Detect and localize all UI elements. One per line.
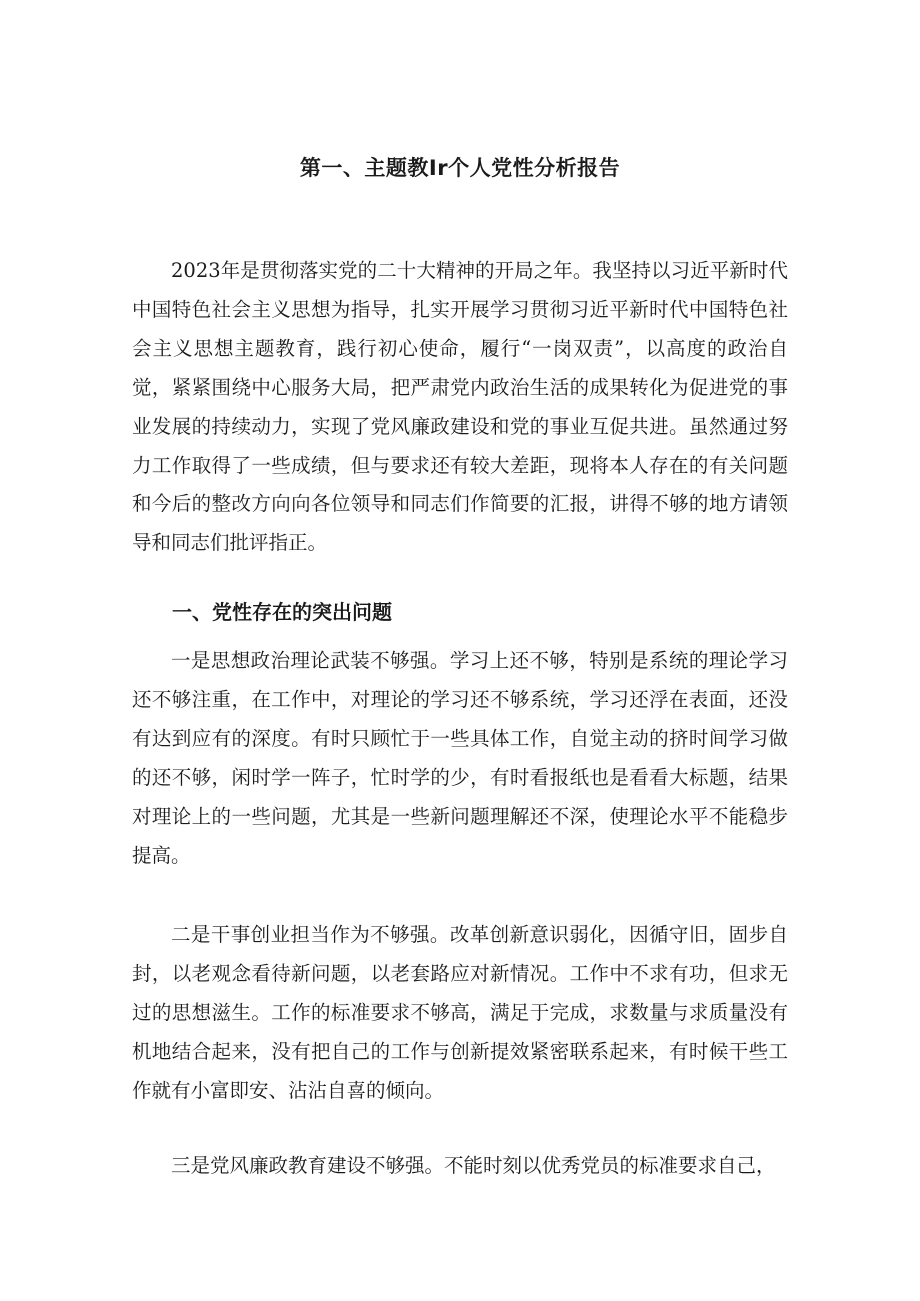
page-title: 第一、主题教Ir个人党性分析报告 [299,156,621,180]
body-paragraph-1: 一是思想政治理论武装不够强。学习上还不够，特别是系统的理论学习还不够注重，在工作中，对理论的学习还不够系统，学习还浮在表面，还没有达到应有的深度。有时只顾忙于一些具体工作，自觉主动的挤时间学习做的还不够，闲时学一阵子，忙时学的少，有时看报纸也是看看大标题，结果对理论上的一些问题，尤其是一些新问题理解还不深，使理论水平不能稳步提高。 [132,649,788,867]
body-paragraph-3: 三是党风廉政教育建设不够强。不能时刻以优秀党员的标准要求自己， [171,1154,776,1177]
section-heading: 一、党性存在的突出问题 [172,600,392,624]
intro-paragraph: 2023年是贯彻落实党的二十大精神的开局之年。我坚持以习近平新时代中国特色社会主义思想为指导，扎实开展学习贯彻习近平新时代中国特色社会主义思想主题教育，践行初心使命，履行“一岗双责”，以高度的政治自觉，紧紧围绕中心服务大局，把严肃党内政治生活的成果转化为促进党的事业发展的持续动力，实现了党风廉政建设和党的事业互促共进。虽然通过努力工作取得了一些成绩，但与要求还有较大差距，现将本人存在的有关问题和今后的整改方向向各位领导和同志们作简要的汇报，讲得不够的地方请领导和同志们批评指正。 [132,259,788,555]
body-paragraph-2: 二是干事创业担当作为不够强。改革创新意识弱化，因循守旧，固步自封，以老观念看待新问题，以老套路应对新情况。工作中不求有功，但求无过的思想滋生。工作的标准要求不够高，满足于完成，求数量与求质量没有机地结合起来，没有把自己的工作与创新提效紧密联系起来，有时候干些工作就有小富即安、沾沾自喜的倾向。 [132,923,788,1102]
